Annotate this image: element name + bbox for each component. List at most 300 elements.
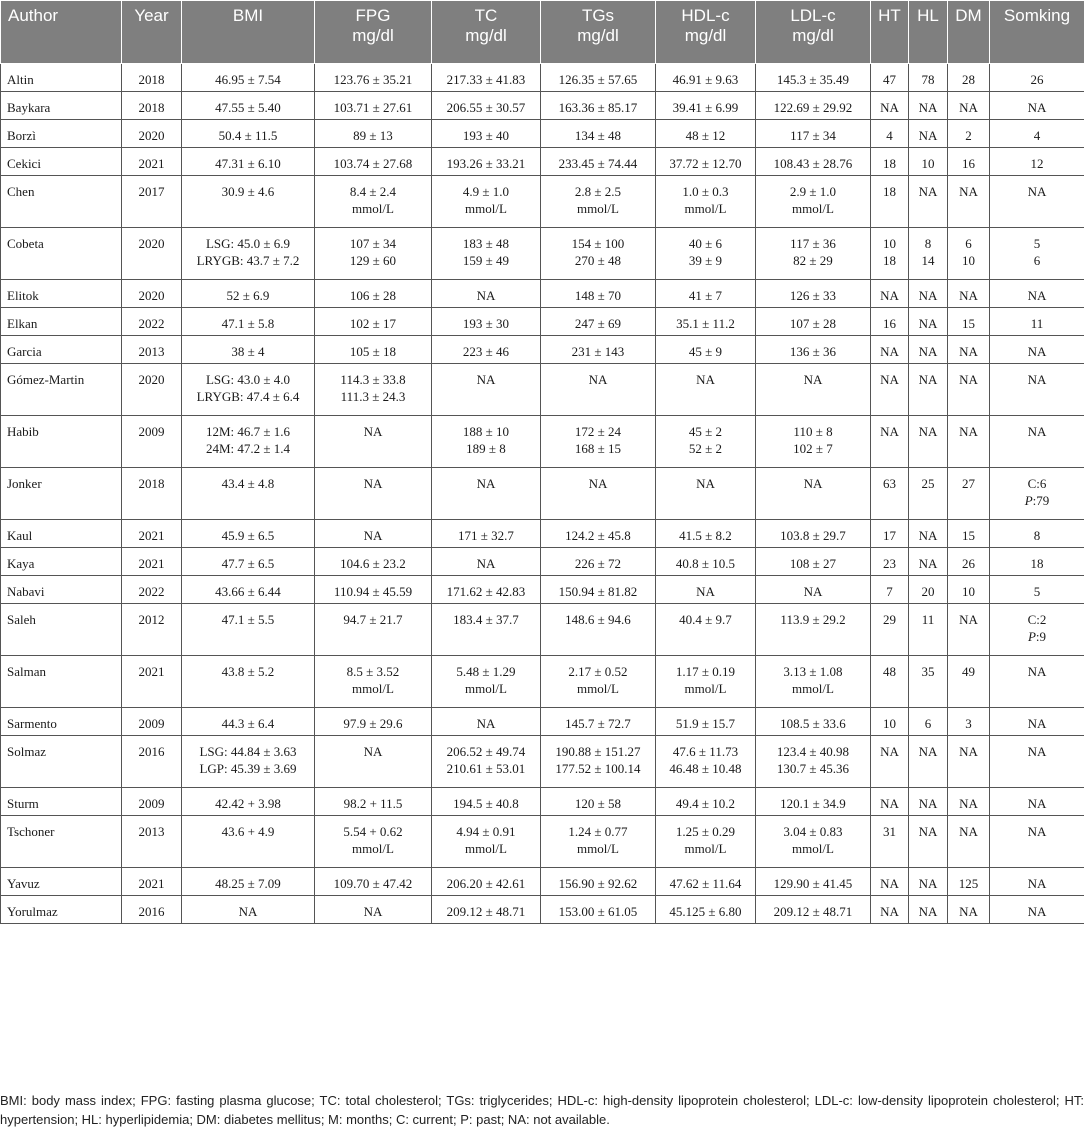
data-cell xyxy=(909,604,948,656)
cell-line: NA xyxy=(1027,824,1047,839)
data-cell xyxy=(182,520,315,548)
data-cell xyxy=(909,896,948,924)
data-cell xyxy=(315,336,432,364)
author-cell: Chen xyxy=(1,176,122,228)
data-cell xyxy=(541,656,656,708)
cell-line: 8 xyxy=(1033,528,1041,543)
data-cell xyxy=(948,708,990,736)
author-cell: Elitok xyxy=(1,280,122,308)
cell-line: NA xyxy=(476,476,496,491)
cell-line: NA xyxy=(880,100,899,115)
data-cell xyxy=(315,708,432,736)
cell-line: mmol/L xyxy=(352,201,394,216)
cell-line: 171 ± 32.7 xyxy=(458,528,514,543)
cell-line: 94.7 ± 21.7 xyxy=(343,612,403,627)
cell-line: 18 xyxy=(883,253,896,268)
cell-line: NA xyxy=(803,372,823,387)
cell-line: NA xyxy=(880,876,899,891)
cell-line: 29 xyxy=(883,612,896,627)
cell-line: NA xyxy=(918,824,938,839)
table-row xyxy=(1,148,1084,176)
cell-line: 193 ± 40 xyxy=(462,128,510,143)
data-cell xyxy=(871,308,909,336)
column-header-label: FPG xyxy=(355,6,391,25)
cell-line: 136 ± 36 xyxy=(789,344,837,359)
cell-line: NA xyxy=(476,716,496,731)
data-cell xyxy=(656,364,756,416)
data-cell xyxy=(756,576,871,604)
data-cell xyxy=(315,896,432,924)
cell-line: 6 xyxy=(1033,253,1041,268)
data-cell xyxy=(909,736,948,788)
cell-line: 47.1 ± 5.8 xyxy=(221,316,275,331)
cell-line: 206.55 ± 30.57 xyxy=(446,100,526,115)
year-cell: 2021 xyxy=(122,548,182,576)
column-header-label: Author xyxy=(8,6,59,25)
cell-line: 120 ± 58 xyxy=(574,796,622,811)
data-cell xyxy=(871,364,909,416)
cell-line: NA xyxy=(918,424,938,439)
cell-line: NA xyxy=(1027,424,1047,439)
data-cell xyxy=(656,548,756,576)
year-cell: 2020 xyxy=(122,120,182,148)
data-cell xyxy=(990,364,1084,416)
cell-line: 193.26 ± 33.21 xyxy=(446,156,526,171)
cell-line: 126 ± 33 xyxy=(789,288,837,303)
data-cell xyxy=(990,868,1084,896)
data-cell xyxy=(315,868,432,896)
cell-line: 47.55 ± 5.40 xyxy=(215,100,281,115)
data-cell xyxy=(756,308,871,336)
author-cell: Yavuz xyxy=(1,868,122,896)
cell-line: 107 ± 34 xyxy=(349,236,397,251)
year-cell: 2021 xyxy=(122,148,182,176)
data-cell xyxy=(182,708,315,736)
cell-line: 5.48 ± 1.29 xyxy=(456,664,516,679)
data-cell xyxy=(871,868,909,896)
data-cell xyxy=(656,656,756,708)
table-row xyxy=(1,520,1084,548)
cell-line: 113.9 ± 29.2 xyxy=(780,612,846,627)
table-row xyxy=(1,364,1084,416)
cell-line: 30.9 ± 4.6 xyxy=(221,184,275,199)
cell-line: 190.88 ± 151.27 xyxy=(555,744,641,759)
cell-line: 38 ± 4 xyxy=(231,344,265,359)
cell-line: 1.0 ± 0.3 xyxy=(682,184,729,199)
data-cell xyxy=(182,148,315,176)
cell-line: 18 xyxy=(883,156,896,171)
cell-line: NA xyxy=(363,424,383,439)
data-cell xyxy=(656,468,756,520)
cell-line: 108.5 ± 33.6 xyxy=(780,716,846,731)
data-cell xyxy=(756,64,871,92)
data-cell xyxy=(909,228,948,280)
data-cell xyxy=(990,788,1084,816)
cell-line: C:2 xyxy=(1027,612,1047,627)
data-cell xyxy=(182,364,315,416)
cell-line: 123.4 ± 40.98 xyxy=(776,744,850,759)
data-cell xyxy=(432,520,541,548)
data-cell xyxy=(871,228,909,280)
cell-line: NA xyxy=(696,584,715,599)
cell-line: 28 xyxy=(962,72,975,87)
data-cell xyxy=(541,520,656,548)
cell-line: mmol/L xyxy=(792,681,834,696)
data-cell xyxy=(990,228,1084,280)
data-cell xyxy=(182,656,315,708)
data-cell xyxy=(990,416,1084,468)
data-cell xyxy=(432,788,541,816)
data-cell xyxy=(656,148,756,176)
data-cell xyxy=(541,868,656,896)
cell-line: 52 ± 2 xyxy=(688,441,723,456)
data-cell xyxy=(756,228,871,280)
year-cell: 2012 xyxy=(122,604,182,656)
cell-line: NA xyxy=(1027,372,1047,387)
data-cell xyxy=(871,520,909,548)
cell-line: 117 ± 36 xyxy=(790,236,836,251)
cell-line: NA xyxy=(918,528,938,543)
cell-line: 12 xyxy=(1030,156,1044,171)
cell-line: NA xyxy=(1027,288,1047,303)
data-cell xyxy=(315,576,432,604)
table-row xyxy=(1,308,1084,336)
year-cell: 2018 xyxy=(122,468,182,520)
data-cell xyxy=(182,576,315,604)
data-cell xyxy=(182,120,315,148)
cell-line: 171.62 ± 42.83 xyxy=(446,584,526,599)
cell-line: NA xyxy=(476,372,496,387)
cell-line: 159 ± 49 xyxy=(462,253,510,268)
data-cell xyxy=(541,228,656,280)
cell-line: 47.31 ± 6.10 xyxy=(215,156,281,171)
data-cell xyxy=(909,520,948,548)
cell-line: P:79 xyxy=(1024,493,1050,508)
cell-line: 35.1 ± 11.2 xyxy=(676,316,735,331)
cell-line: 46.95 ± 7.54 xyxy=(215,72,281,87)
cell-line: mmol/L xyxy=(684,201,727,216)
cell-line: 10 xyxy=(921,156,935,171)
cell-line: 247 ± 69 xyxy=(574,316,622,331)
data-cell xyxy=(432,364,541,416)
data-cell xyxy=(432,896,541,924)
cell-line: NA xyxy=(1027,100,1047,115)
cell-line: 45 ± 9 xyxy=(688,344,723,359)
cell-line: 40.4 ± 9.7 xyxy=(679,612,732,627)
year-cell: 2016 xyxy=(122,896,182,924)
cell-line: 41 ± 7 xyxy=(688,288,723,303)
data-cell xyxy=(948,736,990,788)
data-cell xyxy=(871,120,909,148)
table-row xyxy=(1,176,1084,228)
cell-line: NA xyxy=(803,584,823,599)
table-row xyxy=(1,868,1084,896)
data-cell xyxy=(756,176,871,228)
data-cell xyxy=(656,92,756,120)
year-cell: 2020 xyxy=(122,280,182,308)
data-cell xyxy=(432,548,541,576)
cell-line: NA xyxy=(959,824,978,839)
year-cell: 2016 xyxy=(122,736,182,788)
cell-line: 6 xyxy=(924,716,932,731)
table-row xyxy=(1,548,1084,576)
data-cell xyxy=(948,468,990,520)
data-cell xyxy=(432,416,541,468)
column-header-label: Somking xyxy=(1003,6,1071,25)
data-cell xyxy=(182,176,315,228)
data-cell xyxy=(990,520,1084,548)
data-cell xyxy=(432,816,541,868)
data-cell xyxy=(948,228,990,280)
cell-line: 3.13 ± 1.08 xyxy=(783,664,843,679)
data-cell xyxy=(909,308,948,336)
year-cell: 2013 xyxy=(122,336,182,364)
author-cell: Baykara xyxy=(1,92,122,120)
cell-line: 209.12 ± 48.71 xyxy=(773,904,853,919)
author-cell: Saleh xyxy=(1,604,122,656)
data-cell xyxy=(541,364,656,416)
data-cell xyxy=(871,548,909,576)
data-cell xyxy=(182,604,315,656)
data-cell xyxy=(656,228,756,280)
data-cell xyxy=(656,120,756,148)
cell-line: mmol/L xyxy=(577,201,619,216)
column-header xyxy=(1,1,122,64)
cell-line: 10 xyxy=(962,253,975,268)
cell-line: NA xyxy=(363,528,383,543)
cell-line: 10 xyxy=(962,584,975,599)
data-cell xyxy=(990,64,1084,92)
column-header-label: HL xyxy=(917,6,939,25)
cell-line: 40 ± 6 xyxy=(688,236,723,251)
data-cell xyxy=(541,148,656,176)
data-cell xyxy=(315,148,432,176)
cell-line: 43.66 ± 6.44 xyxy=(215,584,281,599)
data-cell xyxy=(182,228,315,280)
author-cell: Cobeta xyxy=(1,228,122,280)
data-cell xyxy=(948,364,990,416)
cell-line: 108 ± 27 xyxy=(789,556,837,571)
cell-line: 26 xyxy=(1030,72,1044,87)
cell-line: 194.5 ± 40.8 xyxy=(453,796,519,811)
cell-line: NA xyxy=(959,372,978,387)
table-row xyxy=(1,92,1084,120)
data-cell xyxy=(756,148,871,176)
data-cell xyxy=(990,120,1084,148)
data-cell xyxy=(541,788,656,816)
cell-line: 3 xyxy=(965,716,972,731)
data-cell xyxy=(541,416,656,468)
cell-line: 47.1 ± 5.5 xyxy=(221,612,275,627)
author-cell: Solmaz xyxy=(1,736,122,788)
past-prefix: P xyxy=(1024,493,1033,508)
data-cell xyxy=(182,64,315,92)
year-cell: 2020 xyxy=(122,364,182,416)
data-cell xyxy=(948,280,990,308)
data-cell xyxy=(948,604,990,656)
year-cell: 2017 xyxy=(122,176,182,228)
year-cell: 2022 xyxy=(122,576,182,604)
data-cell xyxy=(656,416,756,468)
data-cell xyxy=(182,416,315,468)
column-header xyxy=(182,1,315,64)
cell-line: NA xyxy=(696,372,715,387)
data-cell xyxy=(182,896,315,924)
data-cell xyxy=(656,816,756,868)
data-cell xyxy=(948,548,990,576)
table-body xyxy=(1,64,1084,924)
cell-line: NA xyxy=(476,288,496,303)
data-cell xyxy=(541,576,656,604)
table-row xyxy=(1,604,1084,656)
data-cell xyxy=(948,896,990,924)
data-cell xyxy=(432,120,541,148)
author-cell: Jonker xyxy=(1,468,122,520)
data-cell xyxy=(909,868,948,896)
data-cell xyxy=(656,604,756,656)
cell-line: 4 xyxy=(1033,128,1041,143)
data-cell xyxy=(756,416,871,468)
data-cell xyxy=(756,788,871,816)
cell-line: 105 ± 18 xyxy=(349,344,397,359)
cell-line: 114.3 ± 33.8 xyxy=(340,372,406,387)
data-cell xyxy=(756,120,871,148)
cell-line: 37.72 ± 12.70 xyxy=(669,156,742,171)
cell-line: 20 xyxy=(921,584,935,599)
data-cell xyxy=(756,708,871,736)
data-cell xyxy=(656,336,756,364)
data-cell xyxy=(656,708,756,736)
data-cell xyxy=(871,64,909,92)
cell-line: mmol/L xyxy=(352,841,394,856)
column-header xyxy=(948,1,990,64)
table-row xyxy=(1,468,1084,520)
cell-line: 46.48 ± 10.48 xyxy=(669,761,742,776)
data-cell xyxy=(990,708,1084,736)
column-header-unit: mg/dl xyxy=(577,26,619,45)
data-cell xyxy=(756,280,871,308)
cell-line: 108.43 ± 28.76 xyxy=(773,156,853,171)
cell-line: 4 xyxy=(886,128,893,143)
cell-line: 129.90 ± 41.45 xyxy=(773,876,853,891)
column-header-unit: mg/dl xyxy=(352,26,394,45)
cell-line: 110 ± 8 xyxy=(793,424,833,439)
cell-line: NA xyxy=(918,372,938,387)
data-cell xyxy=(541,176,656,228)
cell-line: 82 ± 29 xyxy=(793,253,833,268)
cell-line: 122.69 ± 29.92 xyxy=(773,100,853,115)
cell-line: 5 xyxy=(1033,236,1041,251)
cell-line: NA xyxy=(880,372,899,387)
data-cell xyxy=(315,120,432,148)
cell-line: 2 xyxy=(965,128,972,143)
cell-line: NA xyxy=(363,476,383,491)
data-cell xyxy=(315,736,432,788)
data-cell xyxy=(432,868,541,896)
data-cell xyxy=(656,788,756,816)
table-row xyxy=(1,656,1084,708)
data-cell xyxy=(871,736,909,788)
cell-line: 124.2 ± 45.8 xyxy=(565,528,631,543)
data-cell xyxy=(871,280,909,308)
cell-line: 126.35 ± 57.65 xyxy=(558,72,638,87)
cell-line: mmol/L xyxy=(577,841,619,856)
cell-line: NA xyxy=(959,344,978,359)
cell-line: NA xyxy=(363,904,383,919)
cell-line: 49 xyxy=(962,664,975,679)
cell-line: NA xyxy=(1027,744,1047,759)
cell-line: NA xyxy=(696,476,715,491)
data-cell xyxy=(990,896,1084,924)
column-header xyxy=(432,1,541,64)
cell-line: 16 xyxy=(962,156,975,171)
cell-line: NA xyxy=(918,344,938,359)
column-header-label: HT xyxy=(878,6,901,25)
data-cell xyxy=(909,64,948,92)
header-row xyxy=(1,1,1084,64)
cell-line: 2.8 ± 2.5 xyxy=(574,184,622,199)
data-cell xyxy=(756,736,871,788)
data-cell xyxy=(315,176,432,228)
data-cell xyxy=(182,816,315,868)
cell-line: 231 ± 143 xyxy=(571,344,625,359)
cell-line: NA xyxy=(1027,716,1047,731)
cell-line: mmol/L xyxy=(465,201,507,216)
data-cell xyxy=(909,788,948,816)
cell-line: NA xyxy=(918,876,938,891)
year-cell: 2021 xyxy=(122,656,182,708)
data-cell xyxy=(871,708,909,736)
data-cell xyxy=(432,148,541,176)
author-cell: Kaya xyxy=(1,548,122,576)
data-cell xyxy=(182,92,315,120)
data-cell xyxy=(990,308,1084,336)
cell-line: mmol/L xyxy=(792,841,834,856)
data-cell xyxy=(948,416,990,468)
cell-line: 97.9 ± 29.6 xyxy=(343,716,403,731)
cell-line: 4.9 ± 1.0 xyxy=(462,184,510,199)
data-cell xyxy=(909,336,948,364)
column-header xyxy=(122,1,182,64)
cell-line: NA xyxy=(1027,796,1047,811)
cell-line: 47.62 ± 11.64 xyxy=(669,876,742,891)
cell-line: 1.25 ± 0.29 xyxy=(675,824,736,839)
data-cell xyxy=(432,576,541,604)
cell-line: 43.4 ± 4.8 xyxy=(221,476,275,491)
cell-line: NA xyxy=(880,796,899,811)
cell-line: 154 ± 100 xyxy=(571,236,625,251)
data-cell xyxy=(909,280,948,308)
data-cell xyxy=(871,656,909,708)
data-cell xyxy=(948,868,990,896)
data-cell xyxy=(948,176,990,228)
cell-line: NA xyxy=(918,288,938,303)
data-cell xyxy=(948,656,990,708)
data-cell xyxy=(315,308,432,336)
cell-line: 41.5 ± 8.2 xyxy=(679,528,732,543)
data-cell xyxy=(315,520,432,548)
data-cell xyxy=(182,548,315,576)
cell-line: LSG: 44.84 ± 3.63 xyxy=(199,744,297,759)
cell-line: 172 ± 24 xyxy=(574,424,622,439)
cell-line: 45 ± 2 xyxy=(688,424,723,439)
data-cell xyxy=(315,548,432,576)
data-cell xyxy=(990,468,1084,520)
data-cell xyxy=(656,280,756,308)
column-header xyxy=(541,1,656,64)
data-cell xyxy=(871,176,909,228)
cell-line: NA xyxy=(1027,664,1047,679)
